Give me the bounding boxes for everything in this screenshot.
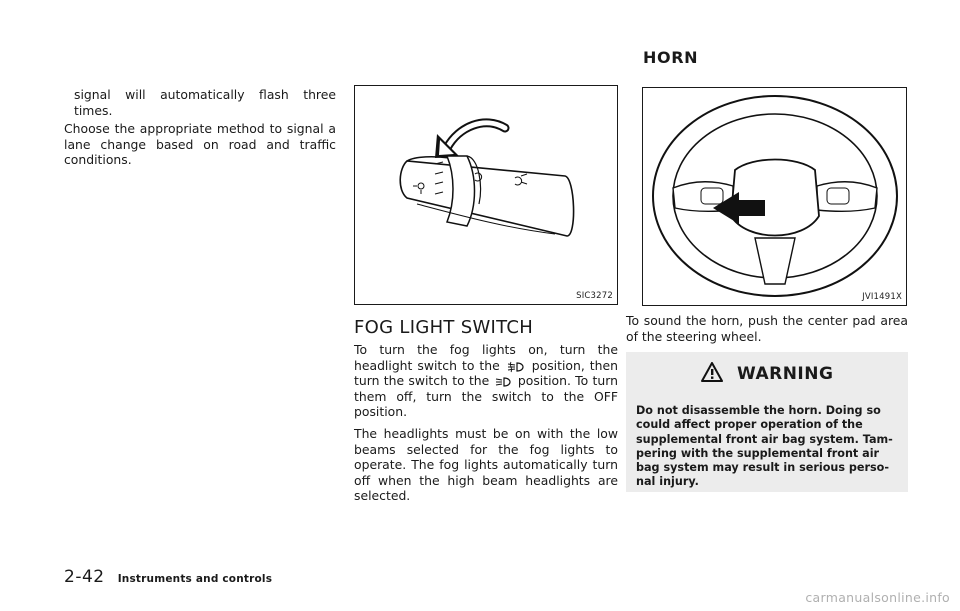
section-title: FOG LIGHT SWITCH bbox=[354, 317, 534, 338]
lane-change-paragraph: Choose the appropriate method to signal a lane change based on road and traffic conditions. bbox=[64, 121, 336, 168]
figure-code: SIC3272 bbox=[576, 291, 613, 301]
steering-wheel-illustration bbox=[643, 88, 906, 305]
warning-header bbox=[626, 362, 908, 384]
watermark: carmanualsonline.info bbox=[805, 590, 950, 605]
continued-paragraph: signal will automatically flash three times. bbox=[74, 87, 336, 118]
horn-paragraph: To sound the horn, push the center pad area of the steering wheel. bbox=[626, 313, 908, 344]
horn-paragraph-container bbox=[626, 313, 908, 344]
page-number: 2-42 bbox=[64, 567, 105, 587]
page-footer bbox=[64, 567, 272, 587]
fog-paragraph-2: The headlights must be on with the low beams selected for the fog lights to operate. The fog lights automatically turn off when the high beam headlights are selected. bbox=[354, 425, 618, 504]
lever-figure bbox=[354, 85, 618, 305]
footer-section-name: Instruments and controls bbox=[117, 573, 273, 585]
fog-light-section bbox=[354, 318, 618, 504]
warning-box bbox=[626, 352, 908, 492]
left-column bbox=[64, 87, 336, 168]
fog-light-icon bbox=[505, 361, 527, 373]
headlight-switch-lever-illustration bbox=[355, 86, 617, 304]
warning-text: Do not disassemble the horn. Doing so could affect proper operation of the supplemental front air bag system. Tam-pering with the supplemental front air bag system may result in serious perso-nal injury. bbox=[636, 404, 893, 489]
headlight-icon bbox=[494, 376, 514, 388]
warning-triangle-icon bbox=[701, 362, 723, 382]
warning-title: WARNING bbox=[736, 364, 834, 384]
steering-wheel-figure bbox=[642, 87, 907, 306]
figure-code: JVI1491X bbox=[862, 292, 902, 302]
horn-section-title: HORN bbox=[643, 48, 699, 67]
fog-paragraph-1: To turn the fog lights on, turn the headlight switch to the position, then turn the switch to the position. To turn them off, turn the switch to the OFF position. bbox=[354, 342, 618, 420]
